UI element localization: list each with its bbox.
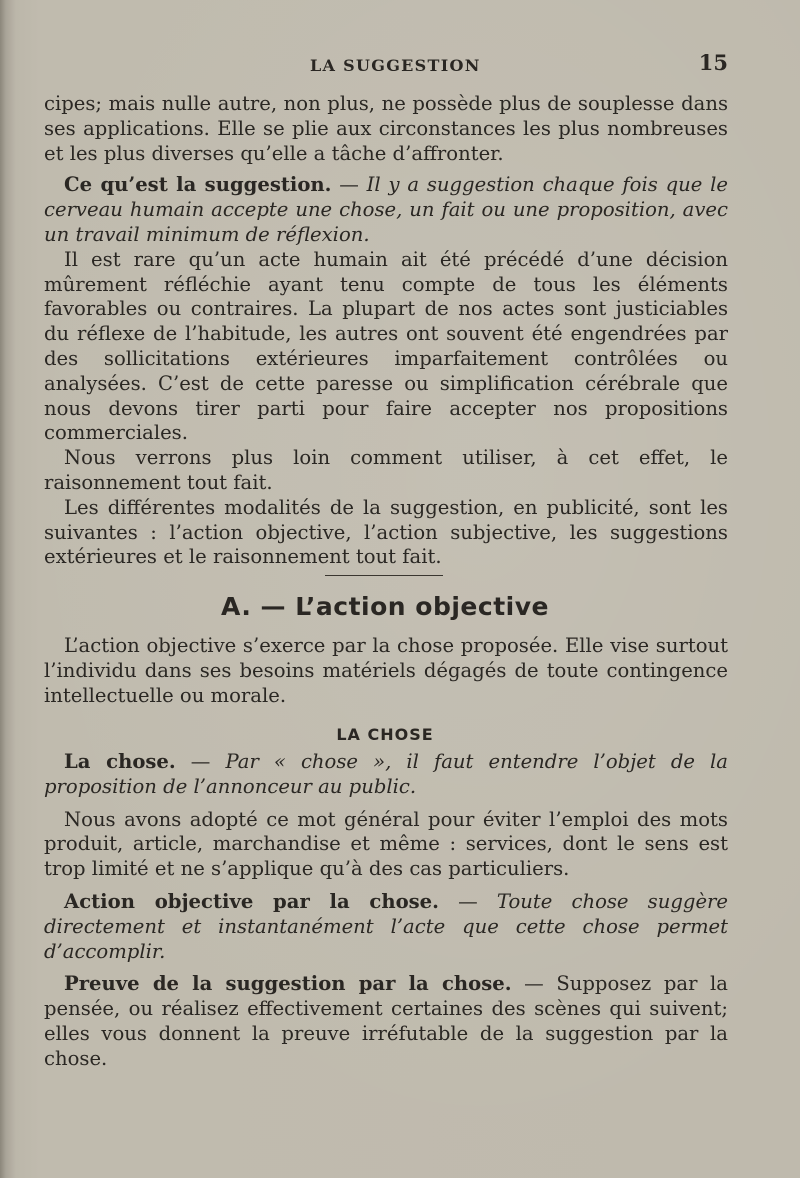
body-block-1	[44, 92, 728, 570]
paragraph-la-chose	[44, 750, 728, 800]
la-chose-text: Par « chose », il faut entendre l’objet de la proposition de l’annonceur au public.	[44, 750, 728, 798]
running-title: LA SUGGESTION	[310, 56, 481, 75]
la-chose-lead: La chose.	[64, 750, 176, 773]
definition-text: Il y a suggestion chaque fois que le cerveau humain accepte une chose, un fait ou une proposition, avec un travail minimum de réflexion.	[44, 173, 728, 246]
section-heading: A. — L’action objective	[221, 592, 549, 621]
paragraph-habit: Il est rare qu’un acte humain ait été précédé d’une décision mûrement réfléchie ayant tenu compte de tous les éléments favorables ou contraires. La plupart de nos actes sont justiciables du réflexe de l’habitude, les autres ont souvent été engendrées par des sollicitations extérieures imparfaitement contrôlées ou analysées. C’est de cette paresse ou simplification cérébrale que nous devons tirer parti pour faire accepter nos propositions commerciales.	[44, 247, 728, 445]
proof-text: Supposez par la pensée, ou réalisez effectivement certaines des scènes qui suivent; elles vous donnent la preuve irréfutable de la suggestion par la chose.	[44, 972, 728, 1070]
proof-lead: Preuve de la suggestion par la chose.	[64, 972, 512, 996]
objective-by-thing-text: Toute chose suggère directement et instantanément l’acte que cette chose permet d’accomplir.	[44, 889, 728, 963]
proof-dash: —	[511, 972, 557, 996]
body-block-2	[44, 750, 728, 1072]
objective-by-thing-lead: Action objective par la chose.	[64, 889, 439, 913]
section-intro	[44, 634, 728, 708]
paragraph-objective-by-thing	[44, 890, 728, 964]
definition-dash: —	[331, 173, 367, 197]
paragraph-general-word: Nous avons adopté ce mot général pour éviter l’emploi des mots produit, article, marchandise et même : services, dont le sens est trop limité et ne s’applique qu’à des cas particuliers.	[44, 807, 728, 881]
paragraph-objective-action: L’action objective s’exerce par la chose proposée. Elle vise surtout l’individu dans ses besoins matériels dégagés de toute contingence intellectuelle ou morale.	[44, 634, 728, 707]
subheading-la-chose: LA CHOSE	[336, 725, 434, 744]
paragraph-continuation: cipes; mais nulle autre, non plus, ne possède plus de souplesse dans ses applications. Elle se plie aux circonstances les plus nombreuses et les plus diverses qu’elle a tâche d’affronter.	[44, 92, 728, 165]
paragraph-modalities: Les différentes modalités de la suggestion, en publicité, sont les suivantes : l’action objective, l’action subjective, les suggestions extérieures et le raisonnement tout fait.	[44, 495, 728, 569]
la-chose-dash: —	[175, 750, 226, 773]
section-divider	[325, 575, 443, 576]
objective-by-thing-dash: —	[438, 889, 497, 913]
paragraph-definition	[44, 173, 728, 247]
definition-lead: Ce qu’est la suggestion.	[64, 173, 332, 197]
page-header	[44, 50, 728, 80]
page-number: 15	[698, 50, 728, 75]
paragraph-proof	[44, 972, 728, 1071]
paragraph-reasoning: Nous verrons plus loin comment utiliser, à cet effet, le raisonnement tout fait.	[44, 446, 728, 494]
